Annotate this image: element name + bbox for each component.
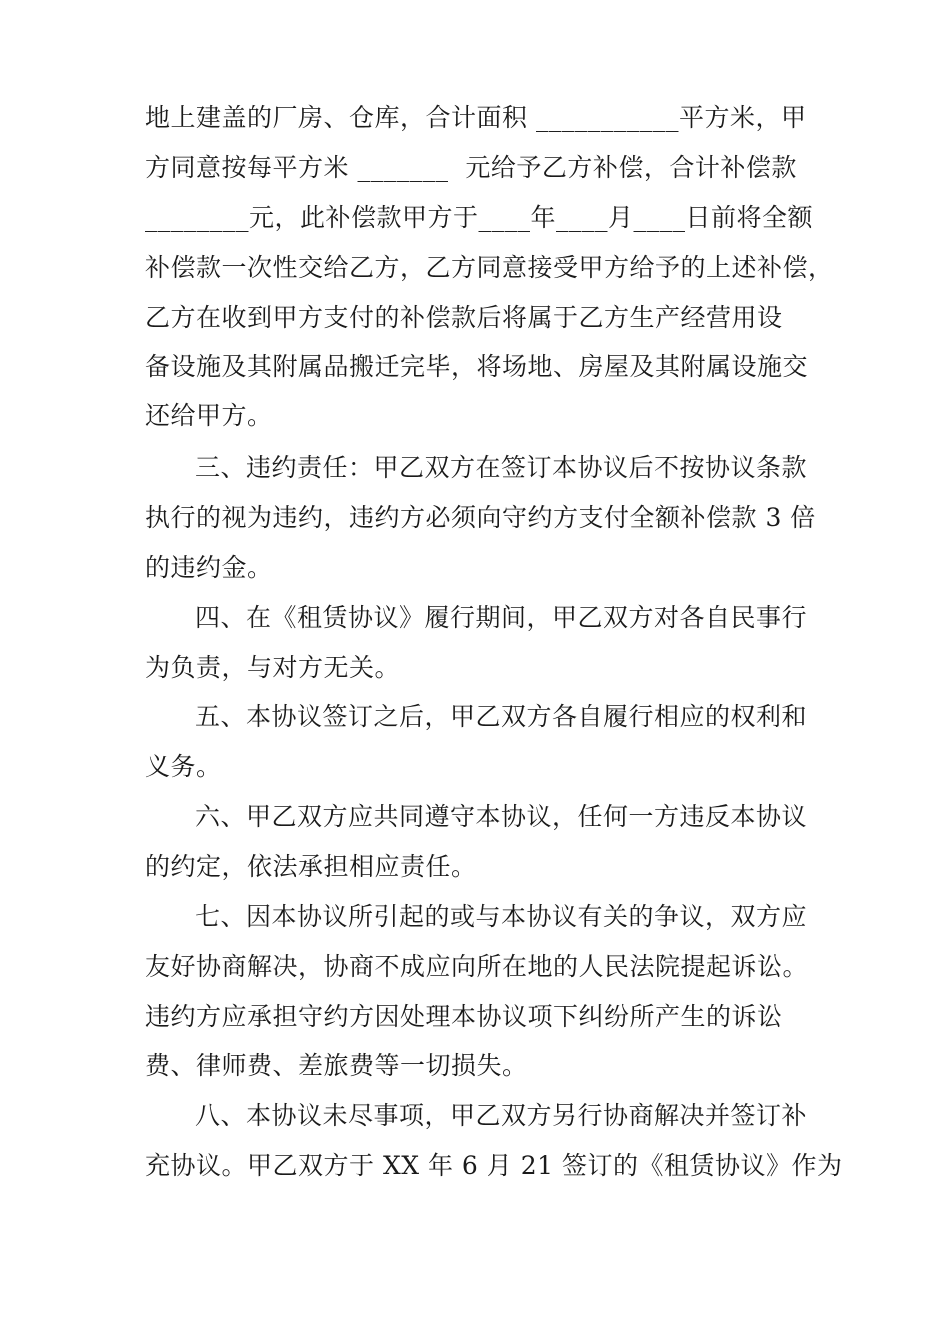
paragraph-line: 义务。	[145, 752, 222, 781]
paragraph-line: 执行的视为违约，违约方必须向守约方支付全额补偿款 3 倍	[145, 503, 816, 532]
clause-3-line: 三、违约责任：甲乙双方在签订本协议后不按协议条款	[195, 453, 808, 482]
clause-7-line: 七、因本协议所引起的或与本协议有关的争议，双方应	[195, 902, 808, 931]
paragraph-line: ________元，此补偿款甲方于____年____月____日前将全额	[145, 203, 814, 232]
paragraph-line: 费、律师费、差旅费等一切损失。	[145, 1051, 528, 1080]
clause-6-line: 六、甲乙双方应共同遵守本协议，任何一方违反本协议	[195, 802, 808, 831]
clause-4-line: 四、在《租赁协议》履行期间，甲乙双方对各自民事行	[195, 603, 808, 632]
paragraph-line: 友好协商解决，协商不成应向所在地的人民法院提起诉讼。	[145, 952, 809, 981]
paragraph-line: 的约定，依法承担相应责任。	[145, 852, 477, 881]
paragraph-line: 的违约金。	[145, 553, 273, 582]
paragraph-line: 还给甲方。	[145, 401, 273, 430]
paragraph-line: 违约方应承担守约方因处理本协议项下纠纷所产生的诉讼	[145, 1002, 783, 1031]
paragraph-line: 乙方在收到甲方支付的补偿款后将属于乙方生产经营用设	[145, 303, 783, 332]
clause-8-line: 八、本协议未尽事项，甲乙双方另行协商解决并签订补	[195, 1101, 808, 1130]
clause-5-line: 五、本协议签订之后，甲乙双方各自履行相应的权利和	[195, 702, 808, 731]
paragraph-line: 充协议。甲乙双方于 XX 年 6 月 21 签订的《租赁协议》作为	[145, 1151, 843, 1180]
paragraph-line: 地上建盖的厂房、仓库，合计面积 ___________平方米，甲	[145, 103, 807, 132]
paragraph-line: 补偿款一次性交给乙方，乙方同意接受甲方给予的上述补偿，	[145, 253, 834, 282]
paragraph-line: 方同意按每平方米 _______ 元给予乙方补偿，合计补偿款	[145, 153, 797, 182]
paragraph-line: 备设施及其附属品搬迁完毕，将场地、房屋及其附属设施交	[145, 352, 809, 381]
paragraph-line: 为负责，与对方无关。	[145, 653, 401, 682]
